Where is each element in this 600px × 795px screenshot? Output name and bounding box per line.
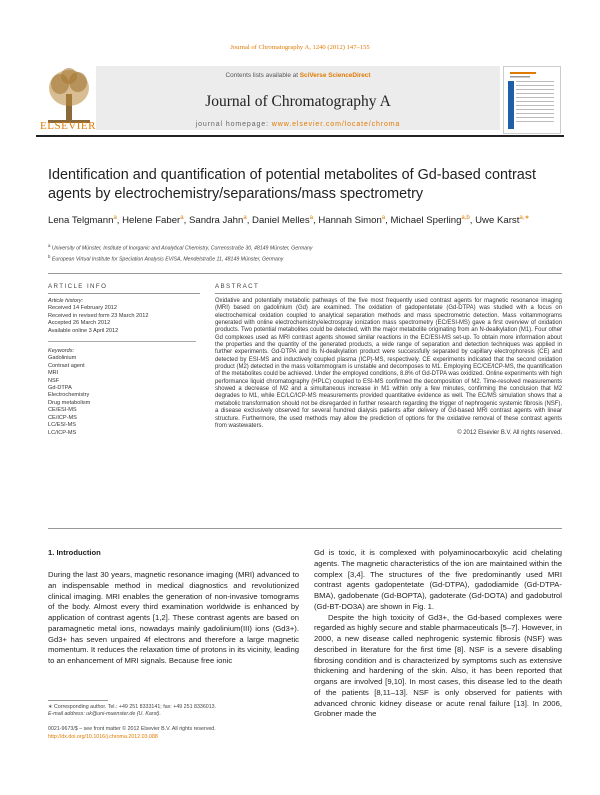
copyright: © 2012 Elsevier B.V. All rights reserved. (457, 430, 562, 437)
issn-line: 0021-9673/$ – see front matter © 2012 Elsevier B.V. All rights reserved. (48, 726, 216, 732)
affiliation-item: $^a$ University of Münster, Institute of Inorganic and Analytical Chemistry, Corrensstraße 30, 48149 Münster, Germany (48, 243, 313, 252)
author-list: Lena Telgmann$^a$, Helene Faber$^a$, Sandra Jahn$^a$, Daniel Melles$^a$, Hannah Simon$^a$, Michael Sperling$^{a,b}$, Uwe Karst$^{a,∗}$ (48, 215, 530, 227)
author-affil-mark[interactable]: a (243, 215, 247, 221)
issn-doi (48, 726, 299, 741)
journal-cover-thumbnail (503, 66, 561, 134)
keyword-item: MRI (48, 370, 59, 377)
homepage-link[interactable]: www.elsevier.com/locate/chroma (271, 121, 401, 128)
keyword-item: Gd-DTPA (48, 385, 72, 392)
sciencedirect-link[interactable]: SciVerse ScienceDirect (299, 72, 371, 79)
author-affil-mark[interactable]: a (180, 215, 184, 221)
footnote (48, 704, 299, 719)
homepage-prefix: journal homepage: (195, 121, 272, 128)
keywords-label: Keywords: (48, 348, 75, 355)
email-line[interactable]: E-mail address: uk@uni-muenster.de (U. Karst). (48, 711, 161, 718)
corresponding-author: ∗ Corresponding author. Tel.: +49 251 8333141; fax: +49 251 8336013. (48, 704, 217, 710)
history-item: Received 14 February 2012 (48, 305, 118, 312)
author-name: Michael Sperling (390, 215, 462, 227)
keyword-item: NSF (48, 377, 60, 384)
article-info-panel (48, 298, 198, 437)
history-item: Received in revised form 23 March 2012 (48, 312, 149, 319)
article-title: Identification and quantification of potential metabolites of Gd-based contrast agents by electrochemistry/separations/mass spectrometry (48, 167, 536, 202)
elsevier-tree-logo (44, 64, 94, 128)
keyword-item: LC/ESI-MS (48, 422, 76, 429)
history-item: Accepted 26 March 2012 (48, 320, 111, 327)
affiliations (48, 242, 568, 264)
history-label: Article history: (48, 298, 84, 304)
history-item: Available online 3 April 2012 (48, 327, 119, 334)
doi-link[interactable]: http://dx.doi.org/10.1016/j.chroma.2012.03.088 (48, 733, 158, 740)
author-name: Sandra Jahn (188, 215, 244, 227)
keyword-item: CE/ESI-MS (48, 407, 77, 414)
keyword-item: LC/ICP-MS (48, 429, 77, 436)
author-name: Daniel Melles (252, 215, 310, 227)
keyword-item: CE/ICP-MS (48, 414, 77, 421)
author-name: Helene Faber (122, 215, 181, 227)
divider (48, 273, 562, 274)
author-affil-mark[interactable]: a (113, 215, 117, 221)
keyword-item: Gadolinium (48, 355, 77, 362)
contents-prefix: Contents lists available at (225, 72, 300, 79)
author-affil-mark[interactable]: a (381, 215, 386, 221)
elsevier-wordmark: ELSEVIER (40, 120, 96, 132)
abstract-text: Oxidative and potentially metabolic pathways of the five most frequently used contrast agents for magnetic resonance imaging (MRI) based on gadolinium (Gd) are examined. The oxidation of gadopentetate (Gd-DTPA) was studied with a focus on electrochemical oxidation coupled to analytical separation methods and mass spectrometric detection. Mass voltammograms generated with online electrochemistry/electrospray ionization mass spectrometry (EC/ESI-MS) gave a first overview of oxidation products. Two potential metabolites could be detected, with the major metabolite originating from an N-dealkylation (M1). Four other Gd complexes used as MRI contrast agents showed similar reactions in the EC/ESI-MS set-up. To obtain more information about the properties and the quantity of the generated products, a wide range of separation and detection techniques was applied in further experiments. Gd-DTPA and its N-dealkylation product were successfully separated by capillary electrophoresis (CE) and detected by ESI-MS and inductively coupled plasma (ICP)-MS, respectively. CE experiments indicated that the second oxidation product (M2) detected in the mass voltammogram is unstable and decomposes to M1. Employing EC/CE/ICP-MS, the quantification of the metabolites could be achieved. Under the employed conditions, 8.8% of Gd-DTPA was oxidized. Online experiments with high performance liquid chromatography (HPLC) coupled to ESI-MS confirmed the decomposition of M2. Time-resolved measurements showed a decrease of M2 and a simultaneous increase in M1 within only a few minutes, confirming the conclusion that M2 degrades to M1, while EC/LC/ICP-MS measurements provided quantitative evidence as well. The EC/MS simulation shows that a metabolic transformation should not be disregarded in further research regarding the trigger of nephrogenic systemic fibrosis (NSF), a disease exclusively observed for several hundred dialysis patients after delivery of Gd-based MRI contrast agents with linear structure. Furthermore, the used methods may allow the prediction of options for the oxidative removal of these contrast agents from wastewaters. (215, 298, 562, 429)
divider (215, 293, 562, 294)
journal-citation: Journal of Chromatography A, 1240 (2012) 147–155 (230, 44, 370, 51)
section-heading: 1. Introduction (48, 548, 101, 557)
author-name: Hannah Simon (318, 215, 382, 227)
abstract-heading: ABSTRACT (215, 283, 260, 290)
author-affil-mark[interactable]: a (309, 215, 313, 221)
affiliation-item: $^b$ European Virtual Institute for Speciation Analysis EVISA, Mendelstraße 11, 48149 Münster, Germany (48, 253, 284, 263)
keyword-list (48, 355, 198, 436)
author-affil-mark[interactable]: a,b (461, 215, 470, 221)
contents-line (96, 72, 500, 79)
author-name: Lena Telgmann (48, 215, 114, 227)
keyword-item: Contrast agent (48, 362, 85, 369)
history-list (48, 305, 198, 335)
divider (48, 528, 562, 529)
keyword-item: Electrochemistry (48, 392, 90, 399)
divider (48, 293, 200, 294)
author-name: Uwe Karst (475, 215, 520, 227)
intro-paragraph: Gd is toxic, it is complexed with polyaminocarboxylic acid chelating agents. The magnetic characteristics of the ion are maintained within the complex [3,4]. The structures of the five predominantly used MRI contrast agents gadopentetate (Gd-DTPA), gadodiamide (Gd-DTPA-BMA), gadobenate (Gd-BOPTA), gadoterate (Gd-DOTA) and gadobutrol (Gd-BT-DO3A) are shown in Fig. 1. (314, 548, 562, 611)
author-affil-mark[interactable]: a,∗ (519, 215, 530, 221)
intro-column-right (314, 548, 562, 720)
abstract-body (215, 298, 562, 438)
intro-paragraph: Despite the high toxicity of Gd3+, the Gd-based complexes were regarded as highly secure and stable pharmaceuticals [5–7]. However, in 2000, a new disease called nephrogenic systemic fibrosis (NSF) was described in literature for the first time [8]. NSF is a severe disabling fibrosing condition and is characterized by symptoms such as extensive thickening and hardening of the skin. Also, it has been reported that organs are involved [9,10]. In most cases, this disease led to the death of the patients [8,11–13]. NSF is only observed for patients with advanced chronic kidney disease or acute renal failure [13]. In 2006, Grobner made the (314, 612, 562, 719)
journal-title: Journal of Chromatography A (205, 93, 391, 110)
article-info-heading: ARTICLE INFO (48, 283, 108, 290)
footnote-rule (48, 700, 108, 701)
intro-paragraph-left: During the last 30 years, magnetic resonance imaging (MRI) advanced to an indispensable method in medical diagnostics and revolutionized clinical imaging. MRI enables the generation of non-invasive tomograms of the body. Almost every third examination worldwide is enhanced by application of contrast agents [1,2]. These contrast agents are based on paramagnetic metal ions, nowadays mainly gadolinium(III) ions (Gd3+). Gd3+ has seven unpaired 4f electrons and therefore a large magnetic momentum. It reduces the relaxation time of protons in its vicinity, leading to an enhancement of MRI signals. Because free ionic (48, 570, 299, 665)
divider (48, 341, 196, 342)
keyword-item: Drug metabolism (48, 399, 91, 406)
header-rule (36, 135, 564, 137)
journal-homepage (96, 121, 500, 128)
